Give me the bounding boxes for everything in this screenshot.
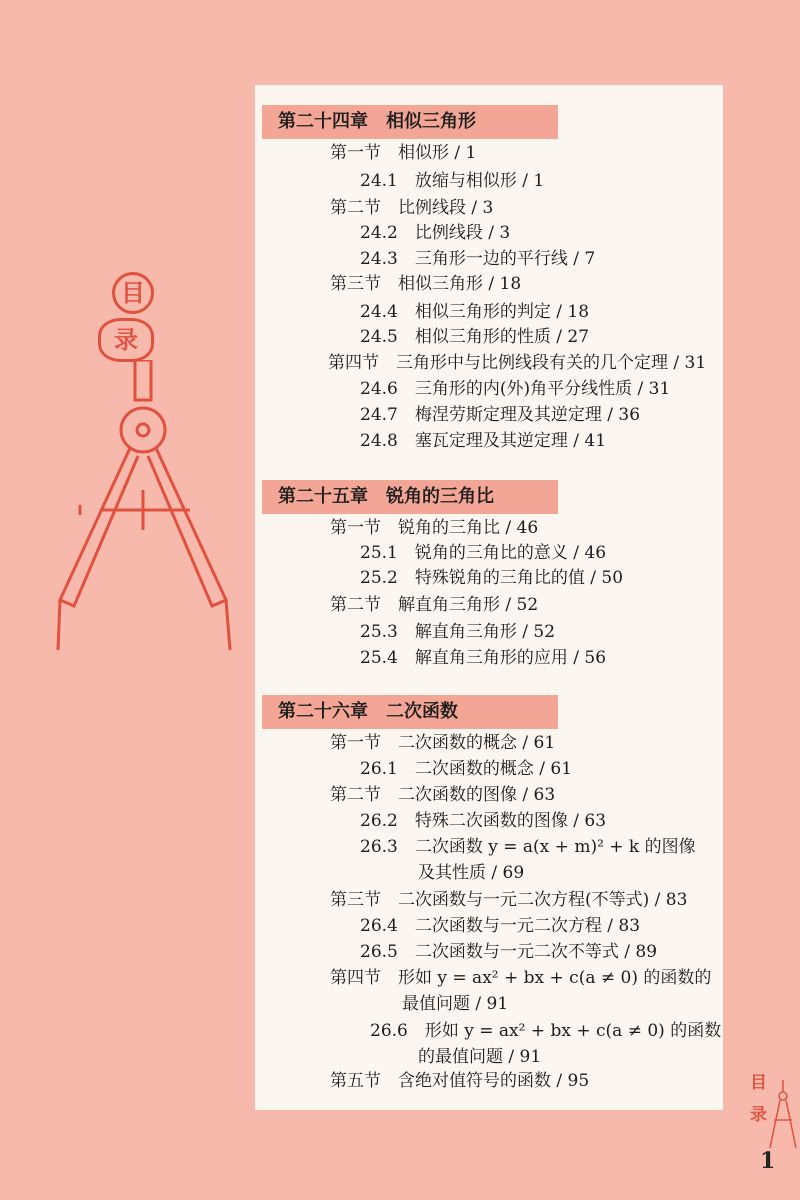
toc-subsection[interactable]: 26.6 形如 y = ax² + bx + c(a ≠ 0) 的函数 (370, 1021, 722, 1041)
toc-subsection[interactable]: 24.4 相似三角形的判定 / 18 (360, 302, 590, 322)
chapter-title[interactable]: 第二十六章 二次函数 (278, 701, 458, 722)
toc-section[interactable]: 第一节 相似形 / 1 (330, 143, 477, 163)
toc-subsection[interactable]: 26.1 二次函数的概念 / 61 (360, 759, 573, 779)
toc-section[interactable]: 第三节 二次函数与一元二次方程(不等式) / 83 (330, 890, 688, 910)
toc-subsection-continued[interactable]: 及其性质 / 69 (418, 863, 525, 883)
toc-subsection[interactable]: 24.2 比例线段 / 3 (360, 223, 511, 243)
compass-icon (40, 360, 250, 660)
toc-subsection[interactable]: 26.4 二次函数与一元二次方程 / 83 (360, 916, 641, 936)
toc-subsection[interactable]: 26.3 二次函数 y = a(x + m)² + k 的图像 (360, 837, 696, 857)
toc-section[interactable]: 第二节 二次函数的图像 / 63 (330, 785, 556, 805)
toc-subsection[interactable]: 26.5 二次函数与一元二次不等式 / 89 (360, 942, 658, 962)
toc-subsection[interactable]: 26.2 特殊二次函数的图像 / 63 (360, 811, 607, 831)
toc-section[interactable]: 第二节 比例线段 / 3 (330, 198, 494, 218)
toc-subsection[interactable]: 24.1 放缩与相似形 / 1 (360, 171, 545, 191)
toc-section[interactable]: 第四节 三角形中与比例线段有关的几个定理 / 31 (328, 353, 707, 373)
toc-section-continued[interactable]: 最值问题 / 91 (402, 994, 509, 1014)
side-title-lu: 录 (750, 1105, 767, 1125)
side-title-mu: 目 (750, 1073, 767, 1093)
toc-subsection[interactable]: 24.3 三角形一边的平行线 / 7 (360, 249, 596, 269)
toc-subsection[interactable]: 25.2 特殊锐角的三角比的值 / 50 (360, 568, 624, 588)
chapter-title[interactable]: 第二十五章 锐角的三角比 (278, 486, 494, 507)
toc-subsection[interactable]: 25.4 解直角三角形的应用 / 56 (360, 648, 607, 668)
toc-section[interactable]: 第五节 含绝对值符号的函数 / 95 (330, 1071, 590, 1091)
toc-section[interactable]: 第一节 二次函数的概念 / 61 (330, 733, 556, 753)
toc-section[interactable]: 第四节 形如 y = ax² + bx + c(a ≠ 0) 的函数的 (330, 968, 712, 988)
decorative-lu-badge: 录 (98, 318, 154, 362)
toc-subsection[interactable]: 25.1 锐角的三角比的意义 / 46 (360, 543, 607, 563)
toc-subsection[interactable]: 24.8 塞瓦定理及其逆定理 / 41 (360, 431, 607, 451)
toc-subsection-continued[interactable]: 的最值问题 / 91 (418, 1047, 542, 1067)
toc-section[interactable]: 第一节 锐角的三角比 / 46 (330, 518, 539, 538)
toc-section[interactable]: 第二节 解直角三角形 / 52 (330, 595, 539, 615)
chapter-title[interactable]: 第二十四章 相似三角形 (278, 111, 476, 132)
decorative-mu-badge: 目 (112, 272, 154, 314)
page-number: 1 (760, 1148, 776, 1174)
toc-section[interactable]: 第三节 相似三角形 / 18 (330, 274, 522, 294)
small-compass-icon (768, 1080, 798, 1150)
toc-subsection[interactable]: 24.7 梅涅劳斯定理及其逆定理 / 36 (360, 405, 641, 425)
toc-subsection[interactable]: 24.5 相似三角形的性质 / 27 (360, 327, 590, 347)
toc-subsection[interactable]: 25.3 解直角三角形 / 52 (360, 622, 556, 642)
toc-subsection[interactable]: 24.6 三角形的内(外)角平分线性质 / 31 (360, 379, 671, 399)
